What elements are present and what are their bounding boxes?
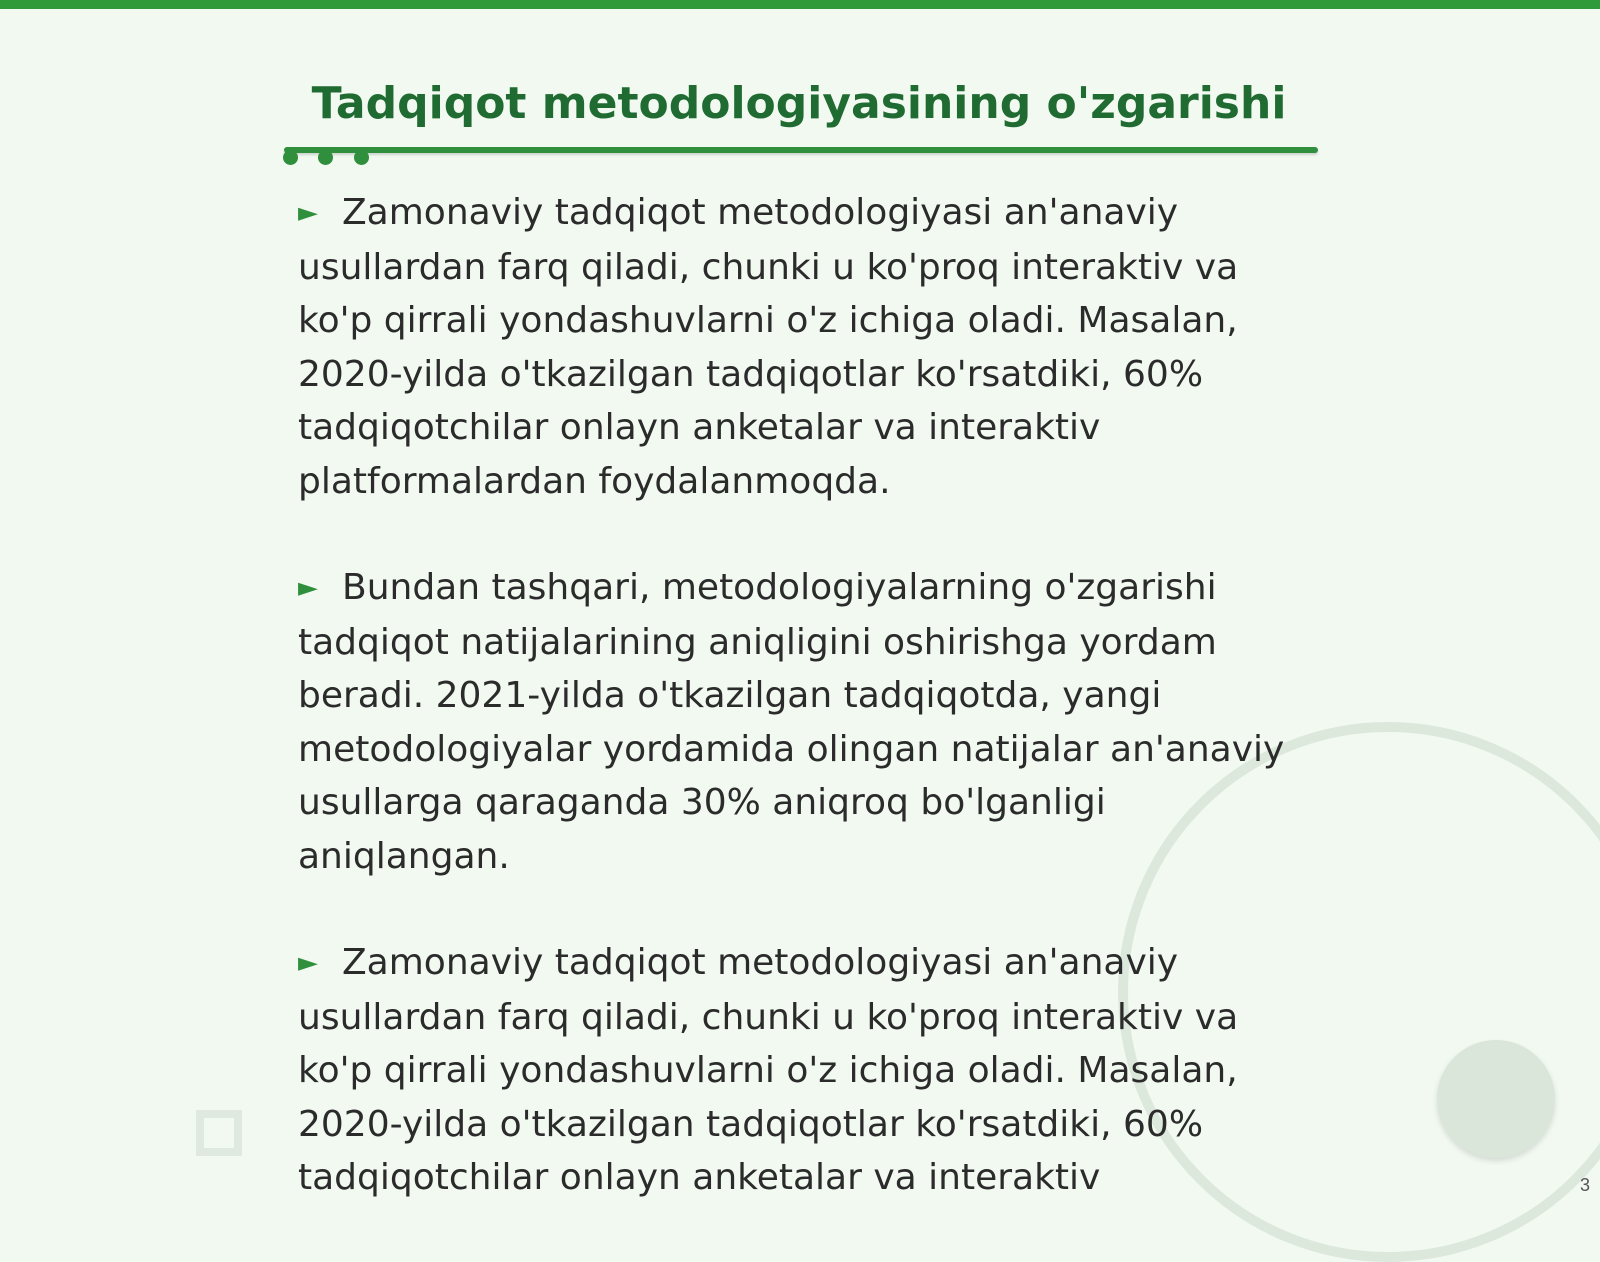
bullet-item [298, 936, 1298, 1205]
decorative-disc [1437, 1040, 1555, 1158]
title-underline [284, 147, 1318, 153]
slide-title: Tadqiqot metodologiyasining o'zgarishi [311, 78, 1287, 129]
bullet-arrow-icon: ► [298, 948, 318, 978]
title-dot-3 [354, 150, 369, 165]
slide-body [298, 186, 1298, 1258]
bullet-arrow-icon: ► [298, 573, 318, 603]
top-accent-bar [0, 0, 1600, 9]
decorative-square [196, 1110, 242, 1156]
page-number: 3 [1579, 1175, 1590, 1195]
bullet-arrow-icon: ► [298, 198, 318, 228]
bullet-text: Zamonaviy tadqiqot metodologiyasi an'anaviy usullardan farq qiladi, chunki u ko'proq interaktiv va ko'p qirrali yondashuvlarni o'z ichiga oladi. Masalan, 2020-yilda o'tkazilgan tadqiqotlar ko'rsatdiki, 60% tadqiqotchilar onlayn anketalar va interaktiv [298, 942, 1239, 1198]
bullet-text: Bundan tashqari, metodologiyalarning o'zgarishi tadqiqot natijalarining aniqligini oshirishga yordam beradi. 2021-yilda o'tkazilgan tadqiqotda, yangi metodologiyalar yordamida olingan natijalar an'anaviy usullarga qaraganda 30% aniqroq bo'lganligi aniqlangan. [298, 567, 1285, 877]
bullet-item [298, 186, 1298, 508]
bullet-item [298, 561, 1298, 883]
title-dot-2 [318, 150, 333, 165]
bullet-text: Zamonaviy tadqiqot metodologiyasi an'anaviy usullardan farq qiladi, chunki u ko'proq interaktiv va ko'p qirrali yondashuvlarni o'z ichiga oladi. Masalan, 2020-yilda o'tkazilgan tadqiqotlar ko'rsatdiki, 60% tadqiqotchilar onlayn anketalar va interaktiv platformalardan foydalanmoqda. [298, 192, 1239, 502]
title-dot-1 [283, 150, 298, 165]
